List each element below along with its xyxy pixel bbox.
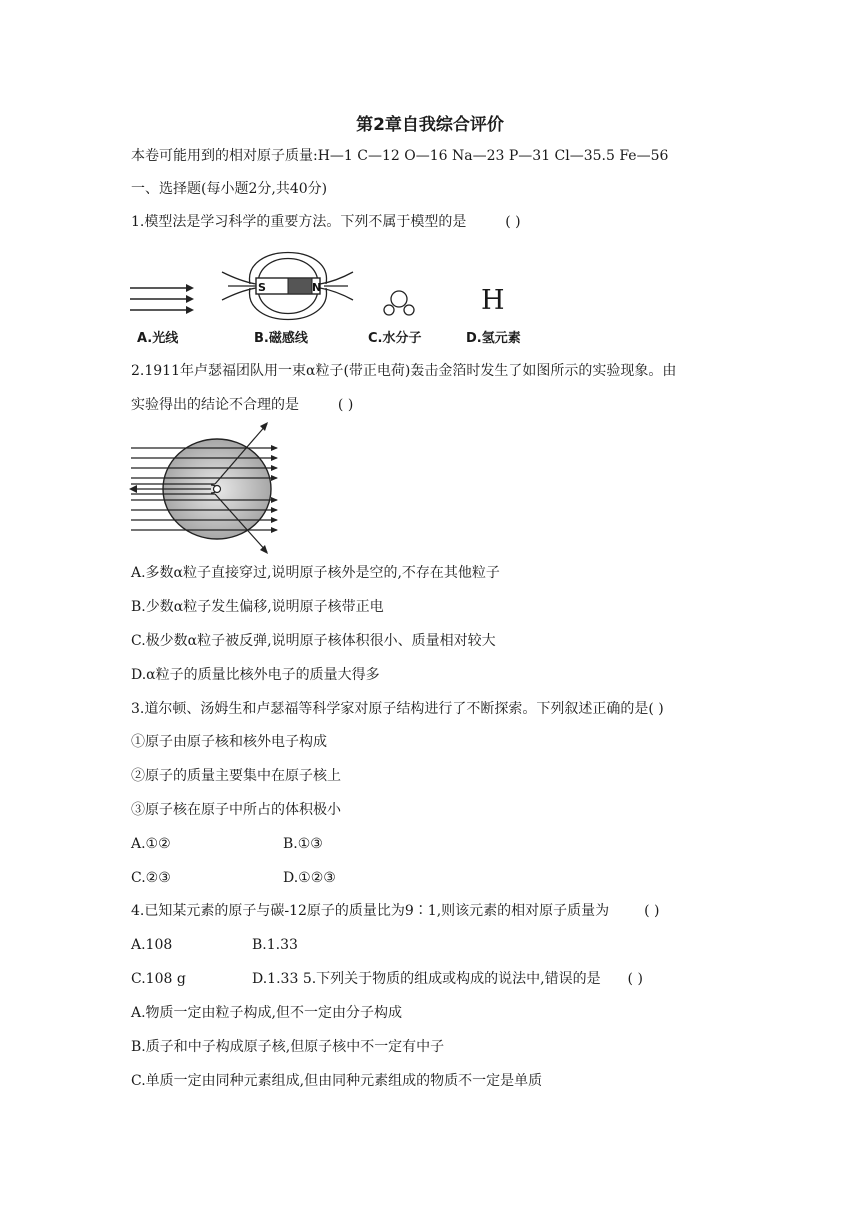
magnet-s-label: S bbox=[258, 281, 266, 294]
question-4-option-c: C.108 g bbox=[131, 971, 186, 987]
question-5-text: 5.下列关于物质的组成或构成的说法中,错误的是 bbox=[302, 971, 601, 987]
question-4-text: 4.已知某元素的原子与碳-12原子的质量比为9∶1,则该元素的相对原子质量为 bbox=[131, 903, 610, 919]
question-3-stem bbox=[131, 699, 664, 719]
question-4-option-a: A.108 bbox=[131, 937, 173, 953]
question-2-text: 实验得出的结论不合理的是 bbox=[131, 397, 299, 413]
question-2-option-c: C.极少数α粒子被反弹,说明原子核体积很小、质量相对较大 bbox=[131, 633, 496, 649]
page-title: 第2章自我综合评价 bbox=[356, 115, 504, 135]
answer-paren: ( ) bbox=[337, 397, 354, 413]
question-2-option-b: B.少数α粒子发生偏移,说明原子核带正电 bbox=[131, 599, 384, 615]
question-3-option-c: C.②③ bbox=[131, 870, 171, 886]
question-5-option-a: A.物质一定由粒子构成,但不一定由分子构成 bbox=[131, 1005, 403, 1021]
question-1-text: 1.模型法是学习科学的重要方法。下列不属于模型的是 bbox=[131, 214, 467, 230]
atomic-mass-note: 本卷可能用到的相对原子质量:H—1 C—12 O—16 Na—23 P—31 Cl—35.5 Fe—56 bbox=[131, 148, 669, 164]
question-2-option-a: A.多数α粒子直接穿过,说明原子核外是空的,不存在其他粒子 bbox=[131, 565, 500, 581]
answer-paren: ( ) bbox=[648, 701, 664, 717]
question-5-option-c: C.单质一定由同种元素组成,但由同种元素组成的物质不一定是单质 bbox=[131, 1073, 543, 1089]
light-ray-figure bbox=[130, 282, 200, 322]
question-2-option-d: D.α粒子的质量比核外电子的质量大得多 bbox=[131, 667, 380, 683]
figure-caption-b: B.磁感线 bbox=[254, 331, 308, 346]
hydrogen-symbol: H bbox=[481, 285, 505, 316]
answer-paren: ( ) bbox=[505, 214, 521, 230]
question-3-statement-3: ③原子核在原子中所占的体积极小 bbox=[131, 802, 341, 818]
figure-caption-c: C.水分子 bbox=[368, 331, 422, 346]
figure-caption-d: D.氢元素 bbox=[466, 331, 521, 346]
alpha-scattering-figure bbox=[127, 418, 292, 558]
question-4-stem bbox=[131, 901, 659, 921]
question-1-stem bbox=[131, 212, 521, 232]
question-4-option-d-and-q5 bbox=[252, 969, 643, 989]
question-5-option-b: B.质子和中子构成原子核,但原子核中不一定有中子 bbox=[131, 1039, 445, 1055]
question-2-stem-line1: 2.1911年卢瑟福团队用一束α粒子(带正电荷)轰击金箔时发生了如图所示的实验现象。由 bbox=[131, 363, 677, 379]
answer-paren: ( ) bbox=[644, 903, 660, 919]
question-4-option-b: B.1.33 bbox=[252, 937, 298, 953]
section-heading: 一、选择题(每小题2分,共40分) bbox=[131, 181, 328, 197]
magnet-n-label: N bbox=[312, 281, 322, 294]
question-3-text: 3.道尔顿、汤姆生和卢瑟福等科学家对原子结构进行了不断探索。下列叙述正确的是 bbox=[131, 701, 649, 717]
question-3-option-b: B.①③ bbox=[283, 836, 323, 852]
magnetic-field-figure bbox=[220, 248, 355, 324]
question-4-option-d: D.1.33 bbox=[252, 971, 299, 987]
question-3-option-a: A.①② bbox=[131, 836, 171, 852]
question-3-statement-2: ②原子的质量主要集中在原子核上 bbox=[131, 768, 341, 784]
question-3-option-d: D.①②③ bbox=[283, 870, 336, 886]
figure-caption-a: A.光线 bbox=[137, 331, 179, 346]
question-3-statement-1: ①原子由原子核和核外电子构成 bbox=[131, 734, 327, 750]
question-2-stem-line2 bbox=[131, 395, 353, 415]
water-molecule-figure bbox=[381, 286, 417, 322]
answer-paren: ( ) bbox=[627, 971, 643, 987]
